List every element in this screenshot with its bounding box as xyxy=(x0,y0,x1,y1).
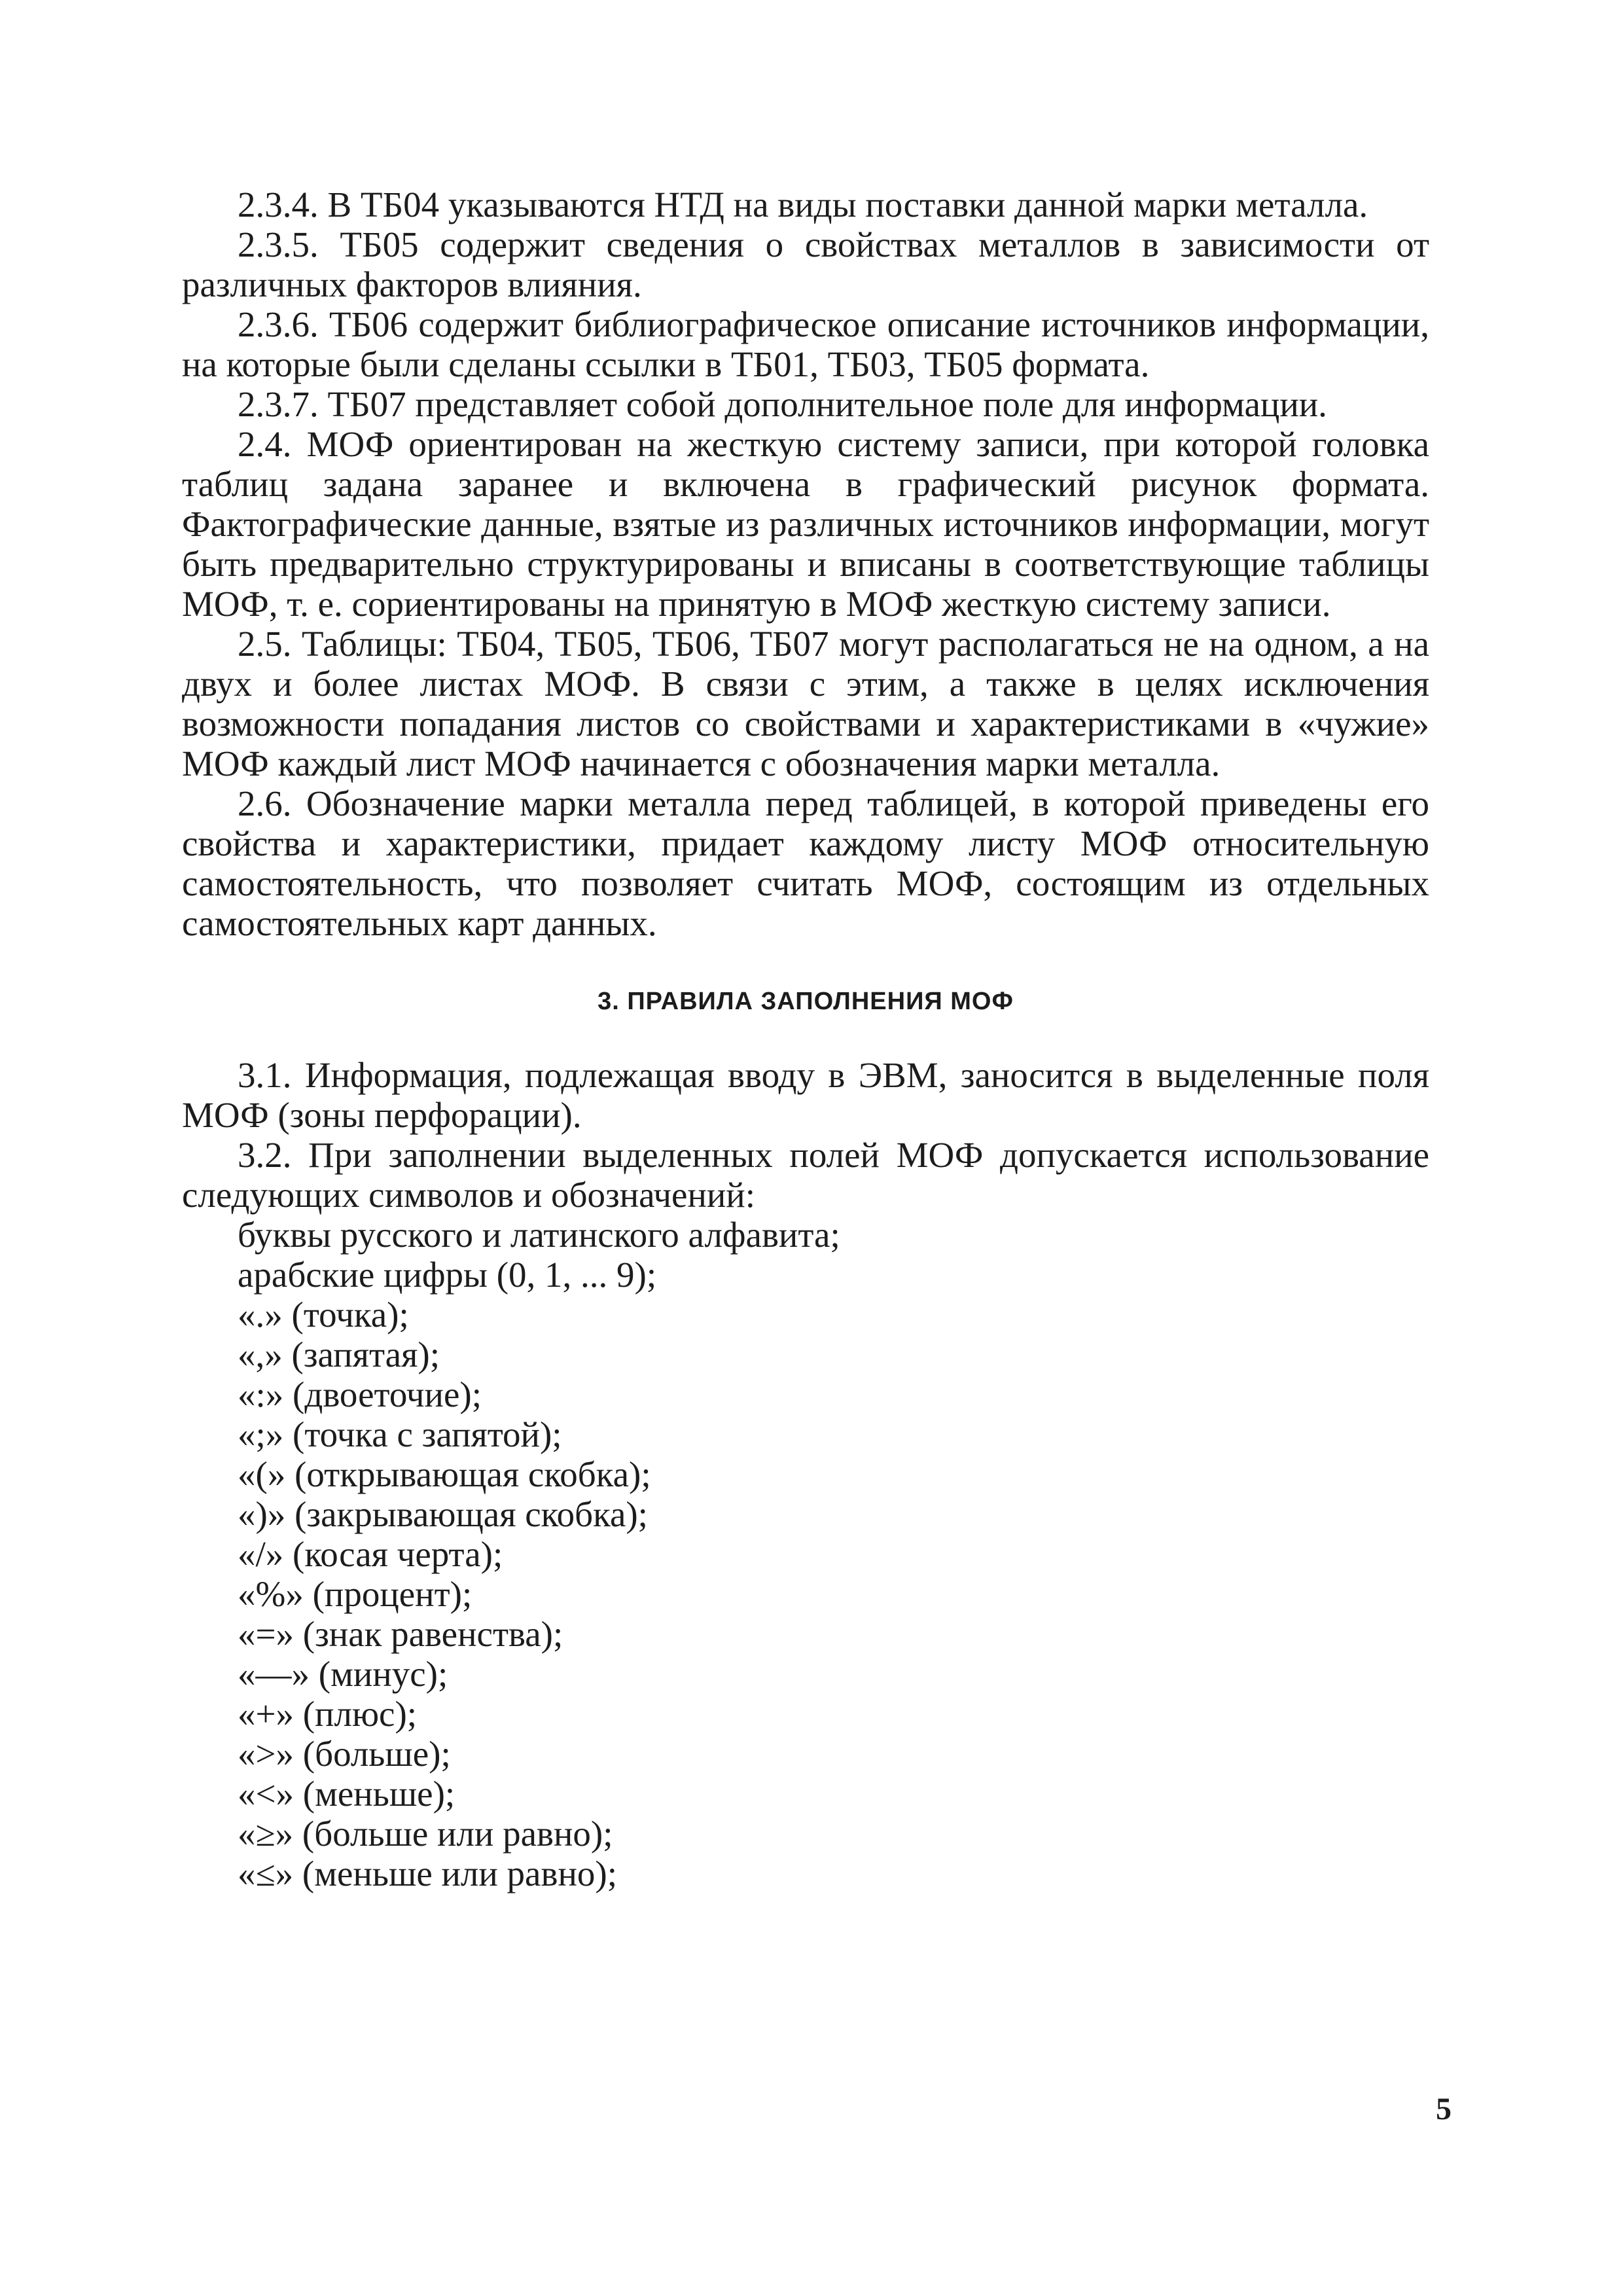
symbols-list xyxy=(182,1215,1429,1893)
paragraph-2-3-7: 2.3.7. ТБ07 представляет собой дополнительное поле для информации. xyxy=(238,384,1327,424)
list-item: «=» (знак равенства); xyxy=(238,1614,563,1654)
paragraph-2-3-4: 2.3.4. В ТБ04 указываются НТД на виды поставки данной марки металла. xyxy=(238,185,1368,224)
list-item: «,» (запятая); xyxy=(238,1335,440,1374)
paragraph-2-5: 2.5. Таблицы: ТБ04, ТБ05, ТБ06, ТБ07 могут располагаться не на одном, а на двух и более листах МОФ. В связи с этим, а также в целях исключения возможности попадания листов со свойствами и характеристиками в «чужие» МОФ каждый лист МОФ начинается с обозначения марки металла. xyxy=(182,624,1429,783)
list-item: «;» (точка с запятой); xyxy=(238,1414,562,1454)
list-item: «≥» (больше или равно); xyxy=(238,1814,613,1854)
list-item: «:» (двоеточие); xyxy=(238,1374,482,1414)
list-item: «(» (открывающая скобка); xyxy=(238,1454,651,1494)
list-item: «<» (меньше); xyxy=(238,1774,455,1814)
list-item: «/» (косая черта); xyxy=(238,1534,503,1574)
list-item: буквы русского и латинского алфавита; xyxy=(238,1215,840,1255)
list-item: «.» (точка); xyxy=(238,1295,409,1335)
document-page xyxy=(182,185,1429,1893)
list-item: «%» (процент); xyxy=(238,1574,473,1614)
paragraph-2-3-6: 2.3.6. ТБ06 содержит библиографическое описание источников информации, на которые были сделаны ссылки в ТБ01, ТБ03, ТБ05 формата. xyxy=(182,304,1429,384)
paragraph-3-2: 3.2. При заполнении выделенных полей МОФ допускается использование следующих символов и обозначений: xyxy=(182,1135,1429,1215)
paragraph-2-3-5: 2.3.5. ТБ05 содержит сведения о свойствах металлов в зависимости от различных факторов влияния. xyxy=(182,224,1429,304)
list-item: «≤» (меньше или равно); xyxy=(238,1854,617,1893)
list-item: «>» (больше); xyxy=(238,1734,451,1774)
list-item: «+» (плюс); xyxy=(238,1694,418,1734)
paragraph-3-1: 3.1. Информация, подлежащая вводу в ЭВМ, заносится в выделенные поля МОФ (зоны перфорации). xyxy=(182,1055,1429,1135)
paragraph-2-4: 2.4. МОФ ориентирован на жесткую систему записи, при которой головка таблиц задана заранее и включена в графический рисунок формата. Фактографические данные, взятые из различных источников информации, могут быть предварительно структурированы и вписаны в соответствующие таблицы МОФ, т. е. сориентированы на принятую в МОФ жесткую систему записи. xyxy=(182,424,1429,624)
section-3-heading: 3. ПРАВИЛА ЗАПОЛНЕНИЯ МОФ xyxy=(597,988,1014,1015)
list-item: арабские цифры (0, 1, ... 9); xyxy=(238,1255,657,1295)
paragraph-2-6: 2.6. Обозначение марки металла перед таблицей, в которой приведены его свойства и характеристики, придает каждому листу МОФ относительную самостоятельность, что позволяет считать МОФ, состоящим из отдельных самостоятельных карт данных. xyxy=(182,783,1429,943)
list-item: «—» (минус); xyxy=(238,1654,448,1694)
list-item: «)» (закрывающая скобка); xyxy=(238,1494,648,1534)
page-number: 5 xyxy=(1436,2092,1452,2126)
